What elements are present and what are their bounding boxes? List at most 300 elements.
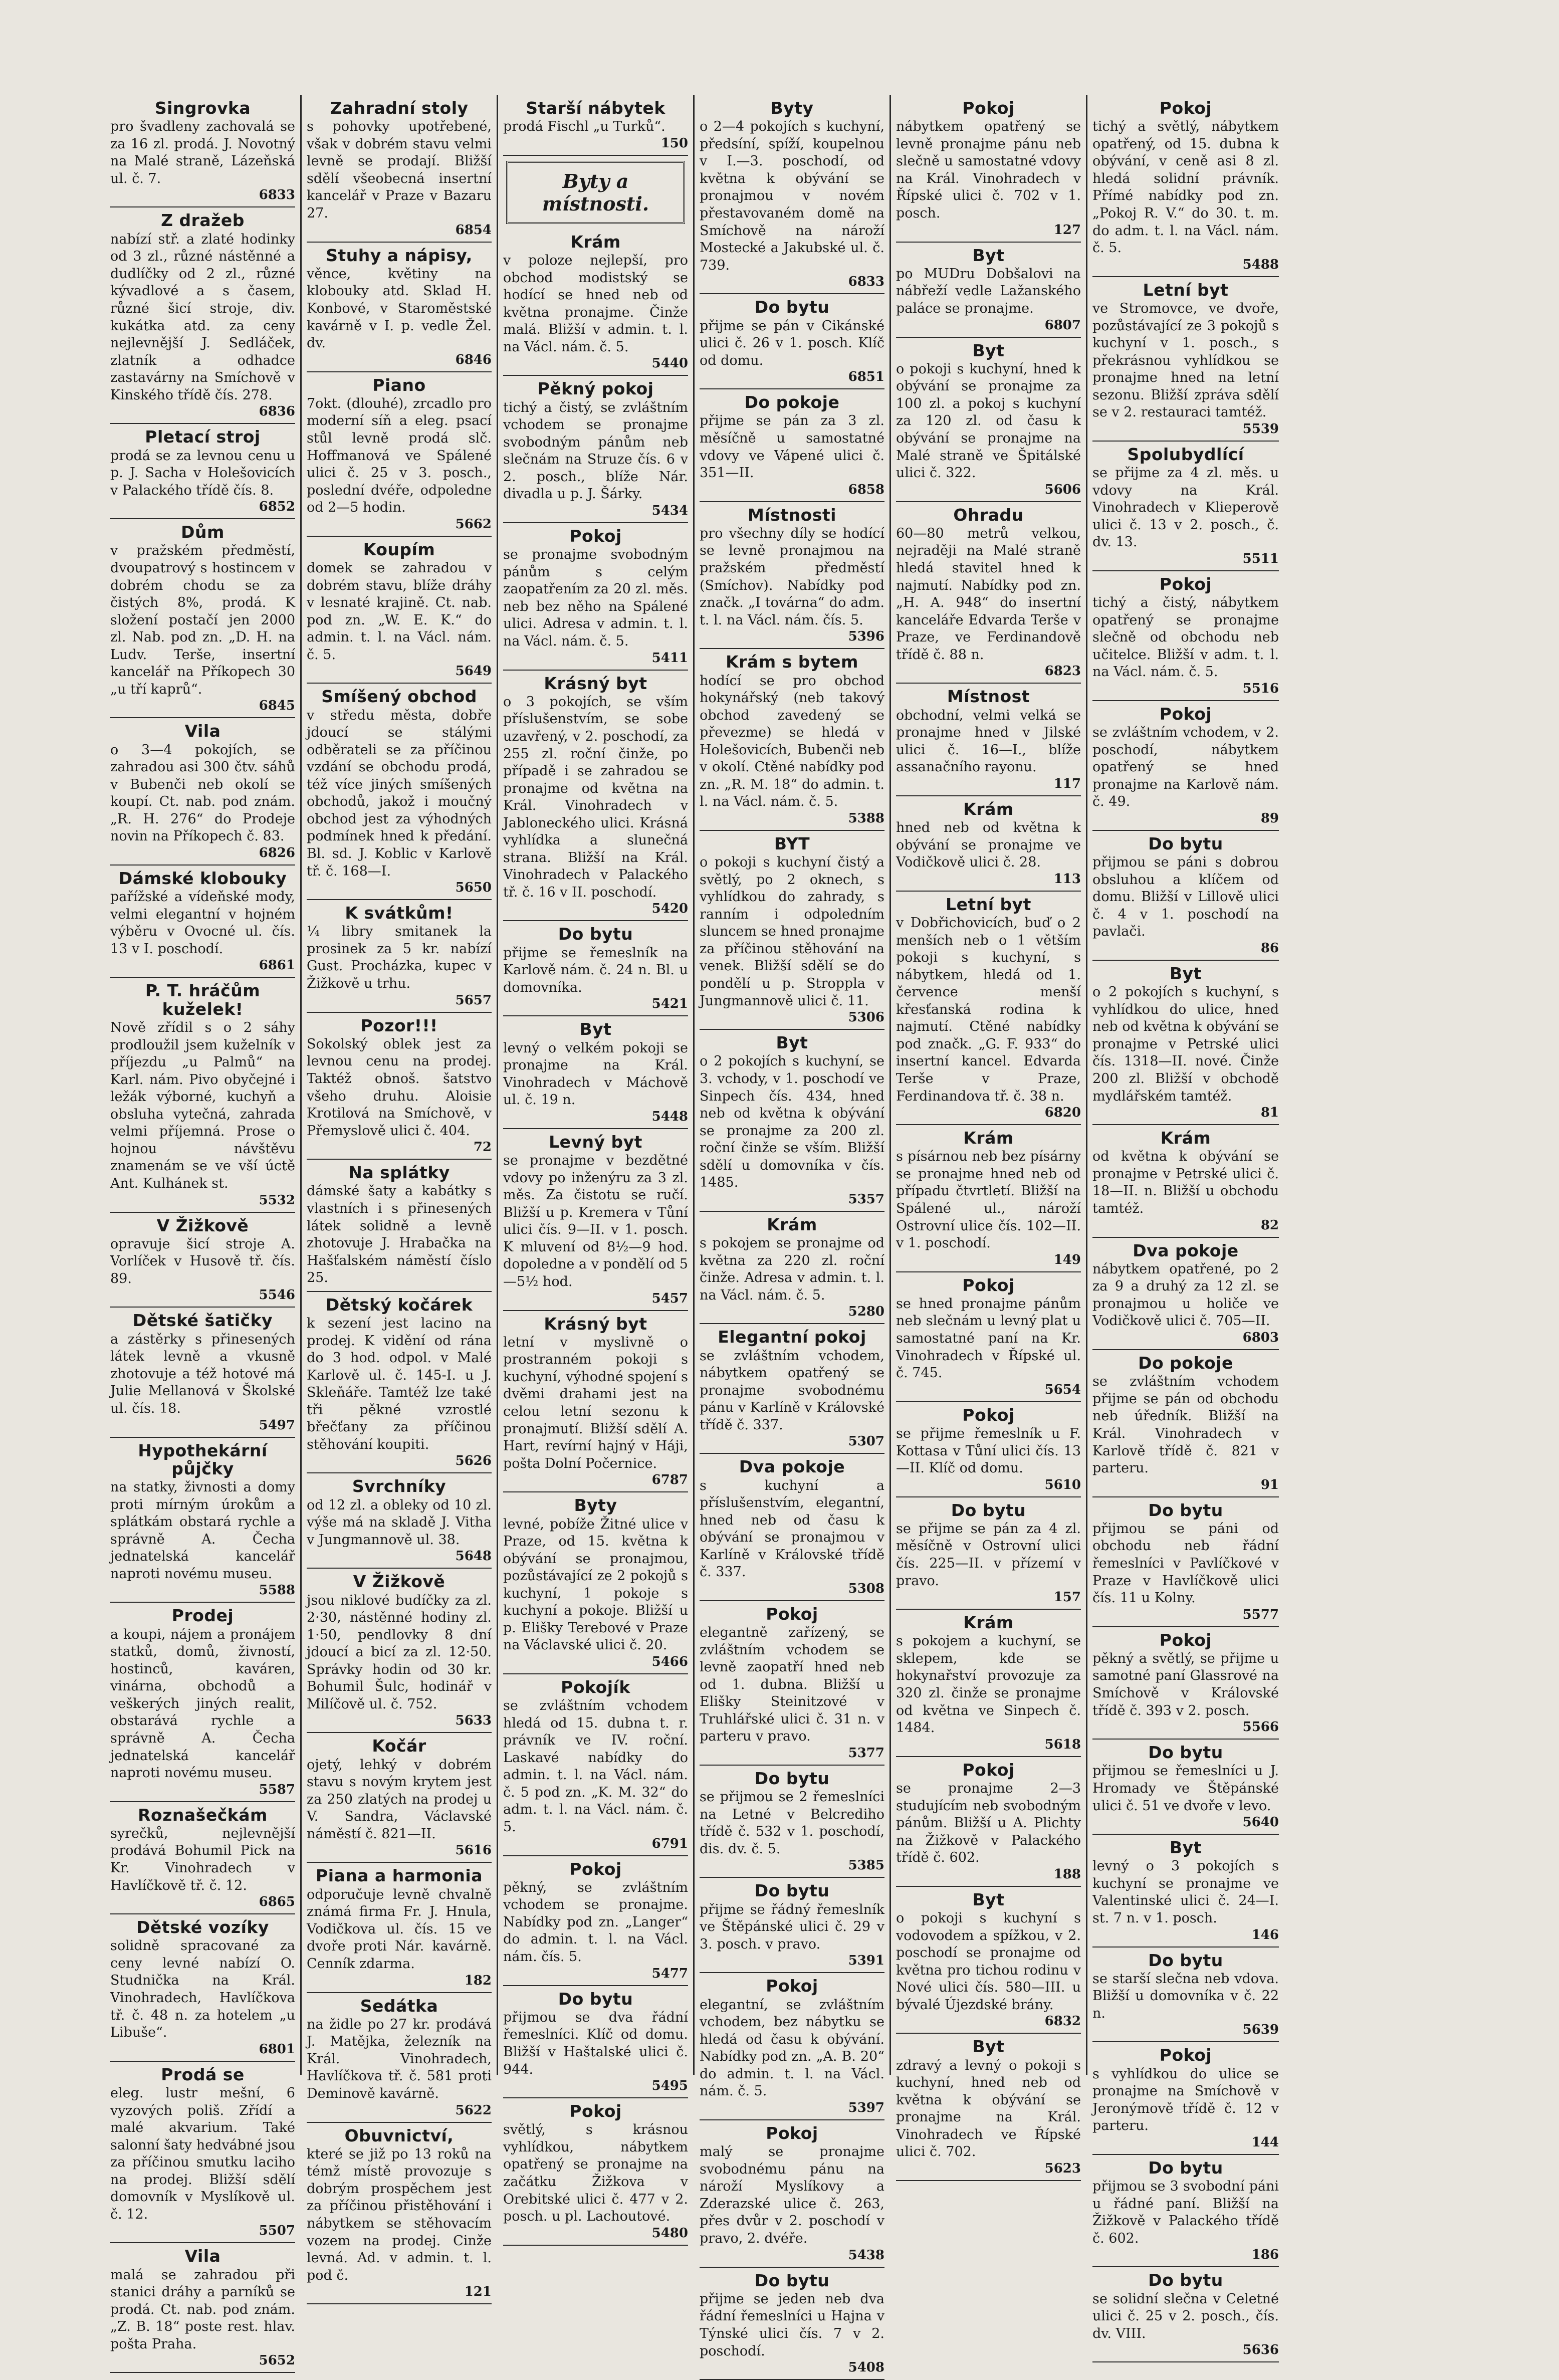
classified-ad [503,1129,688,1311]
classified-ad [307,1292,492,1474]
ad-text: od 12 zl. a obleky od 10 zl. výše má na skladě J. Vitha v Jungmannově ul. 38. [307,1497,492,1548]
classified-ad [896,684,1081,796]
ad-text: přijme se pán za 3 zl. měsíčně u samostatné vdovy ve Vápené ulici č. 351—II. [700,413,884,481]
ad-text: se přijme za 4 zl. měs. u vdovy na Král. Vinohradech v Klieperově ulici č. 13 v 2. posch., č. dv. 13. [1092,465,1279,550]
ad-heading: Prodá se [161,2064,245,2084]
ad-text: o pokoji s kuchyní s vodovodem a spížkou, v 2. poschodí se pronajme od května pro tichou rodinu v Nové ulici čís. 580—III. u bývalé Újezdské brány. [896,1910,1081,2013]
ad-heading: Byty [770,98,814,118]
ad-text: se zvláštním vchodem, v 2. poschodí, nábytkem opatřený se hned pronajme na Karlově nám. č. 49. [1092,725,1279,810]
ad-number: 5306 [848,1010,884,1025]
ad-number: 6820 [1044,1105,1081,1121]
ad-text: eleg. lustr mešní, 6 vyzových poliš. Zřídí a malé akvarium. Také salonní šaty hedvábné jsou za příčinou smutku laciho na prodej. Bližší sdělí domovník v Myslíkově ul. č. 12. [110,2085,295,2222]
classified-ad [700,95,884,294]
classified-ad [700,1030,884,1212]
ad-number: 5539 [1242,421,1279,437]
ad-text: se starší slečna neb vdova. Bližší u domovníka v č. 22 n. [1092,1971,1279,2021]
ad-number: 86 [1260,940,1279,956]
classified-ad [896,1125,1081,1272]
ad-text: tichý a čistý, se zvláštním vchodem se pronajme svobodným pánům neb slečnám na Struze čís. 6 v 2. posch., blíže Nár. divadla u p. J. Šárky. [503,399,688,502]
ad-number: 5308 [848,1581,884,1596]
ad-number: 5420 [651,901,688,917]
ad-heading: Do bytu [1148,1743,1223,1763]
column-1 [105,95,302,2368]
ad-text: o 2 pokojích s kuchyní, se 3. vchody, v 1. poschodí ve Sinpech čís. 434, hned neb od května k obývání se pronajme za 200 zl. roční činže se vším. Bližší sdělí u domovníka v čís. 1485. [700,1053,884,1191]
ad-number: 5587 [259,1782,295,1797]
ad-number: 117 [1053,776,1081,791]
ad-heading: Byt [972,1889,1005,1909]
classified-ad [110,1308,295,1437]
ad-text: se solidní slečna v Celetné ulici č. 25 v 2. posch., čís. dv. VIII. [1092,2291,1279,2341]
ad-heading: Byty [574,1495,617,1516]
ad-number: 182 [464,1973,492,1988]
classified-ad [1092,2042,1279,2154]
ad-text: levné, pobíže Žitné ulice v Praze, od 15. května k obývání se pronajmou, pozůstávající ze 2 pokojů s kuchyní, 1 pokoje s kuchyní a pokoje. Bližší u p. Elišky Terebové v Praze na Václavské ulici č. 20. [503,1516,688,1653]
ad-text: Nově zřídil s o 2 sáhy prodloužil jsem kuželník v příjezdu „u Palmů“ na Karl. nám. Pivo obyčejné i ležák výborné, kuchyň a obsluha vytečná, zahrada velmi příjemná. Prose o hojnou návštěvu znamenám se ve vší úctě Ant. Kulhánek st. [110,1020,295,1191]
ad-number: 144 [1251,2134,1279,2150]
ad-heading: Pokoj [1159,1630,1212,1650]
ad-number: 5495 [651,2078,688,2094]
section-heading: Byty a místnosti. [506,161,685,224]
ad-heading: Do bytu [951,1500,1026,1520]
classified-ad [110,1802,295,1914]
classified-ad [307,1863,492,1993]
ad-number: 6852 [259,499,295,515]
classified-ad [1092,2155,1279,2267]
ad-text: jsou niklové budíčky za zl. 2·30, nástěnné hodiny zl. 1·50, pendlovky 8 dní jdoucí a bicí za zl. 12·50. Správky hodin od 30 kr. Bohumil Šulc, hodinář v Milíčově ul. č. 752. [307,1592,492,1712]
classified-ad [1092,1125,1279,1237]
ad-text: přijmou se páni s dobrou obsluhou a klíčem od domu. Bližší v Lillově ulici č. 4 v 1. poschodí na pavlači. [1092,854,1279,940]
ad-text: přijme se jeden neb dva řádní řemeslníci u Hajna v Týnské ulici čís. 7 v 2. poschodí. [700,2291,884,2359]
ad-heading: Koupím [363,539,435,559]
ad-text: přijmou se dva řádní řemeslníci. Klíč od domu. Bližší v Haštalské ulici č. 944. [503,2009,688,2077]
classified-ad [110,1438,295,1603]
ad-heading: Do pokoje [744,392,840,412]
ad-number: 6833 [848,274,884,290]
ad-number: 5477 [651,1966,688,1981]
ad-number: 127 [1053,222,1081,238]
classified-ad [110,978,295,1212]
classified-ad [110,424,295,519]
ad-number: 6861 [259,958,295,973]
ad-text: se pronajme svobodným pánům s celým zaopatřením za 20 zl. měs. neb bez něho na Spálené ulici. Adresa v admin. t. l. na Václ. nám. č. 5. [503,547,688,650]
classified-ad [307,243,492,372]
newspaper-page [105,95,1483,2375]
ad-heading: Do bytu [558,924,633,944]
ad-text: o pokoji s kuchyní, hned k obývání se pronajme za 100 zl. a pokoj s kuchyní za 120 zl. od času k obývání se pronajme na Malé straně ve Špitálské ulici č. 322. [896,361,1081,481]
ad-number: 5566 [1242,1719,1279,1735]
ad-number: 5391 [848,1953,884,1969]
ad-number: 6846 [455,352,492,367]
classified-ad [896,1402,1081,1497]
ad-number: 5623 [1044,2160,1081,2176]
ad-heading: Levný byt [549,1132,642,1152]
ad-text: a zástěrky s přinesených látek levně a vkusně zhotovuje a též hotové má Julie Mellanová v Školské ul. čís. 18. [110,1331,295,1416]
ad-number: 5618 [1044,1737,1081,1752]
ad-heading: Pokoj [1159,704,1212,724]
ad-text: o 2 pokojích s kuchyní, s vyhlídkou do ulice, hned neb od května k obývání se pronajme v Petrské ulici čís. 1318—II. nové. Činže 200 zl. Bližší v obchodě mydlářském tamtéž. [1092,984,1279,1104]
ad-text: ojetý, lehký v dobrém stavu s novým krytem jest za 250 zlatých na prodej u V. Sandra, Václavské náměstí č. 821—II. [307,1757,492,1842]
ad-heading: Pokoj [962,1405,1015,1425]
ad-heading: Byt [579,1019,612,1039]
ad-text: letní v myslivně o prostranném pokoji s kuchyní, výhodné spojení s dvěmi drahami jest na celou letní sezonu k pronajmutí. Bližší sdělí A. Hart, revírní hajný v Háji, pošta Dolní Počernice. [503,1334,688,1471]
ad-text: ve Stromovce, ve dvoře, pozůstávající ze 3 pokojů s kuchyní v 1. posch., s překrásnou vyhlídkou se pronajme hned na letní sezonu. Bližší zpráva sdělí se v 2. restauraci tamtéž. [1092,300,1279,420]
classified-ad [307,372,492,537]
ad-number: 5357 [848,1191,884,1207]
ad-heading: Byt [1170,1838,1202,1858]
classified-ad [503,1016,688,1129]
classified-ad [1092,2267,1279,2362]
ad-text: s pokojem a kuchyní, se sklepem, kde se hokynařství provozuje za 320 zl. činže se pronajme od května ve Sinpech č. 1484. [896,1633,1081,1736]
ad-text: se přijme řemeslník u F. Kottasa v Tůní ulici čís. 13—II. Klíč od domu. [896,1425,1081,1476]
classified-ad [896,95,1081,243]
ad-heading: Byt [1170,963,1202,983]
ad-heading: Do bytu [1148,2157,1223,2178]
classified-ad [110,519,295,718]
column-5 [891,95,1087,2176]
column-2 [302,95,498,2300]
classified-ad [110,207,295,424]
ad-heading: Byt [972,2037,1005,2057]
classified-ad [1092,277,1279,442]
ad-number: 5448 [651,1109,688,1124]
ad-number: 6823 [1044,664,1081,679]
ad-number: 6833 [259,187,295,203]
ad-heading: Byt [972,340,1005,360]
ad-heading: Krám [963,1613,1014,1633]
ad-heading: P. T. hráčům kuželek! [145,981,261,1019]
classified-ad [896,2034,1081,2181]
ad-text: přijme se pán v Cikánské ulici č. 26 v 1. posch. Klíč od domu. [700,318,884,368]
ad-text: od května k obývání se pronajme v Petrské ulici č. 18—II. n. Bližší u obchodu tamtéž. [1092,1149,1279,1216]
classified-ad [700,502,884,650]
ad-text: přijmou se řemeslníci u J. Hromady ve Štěpánské ulici č. 51 ve dvoře v levo. [1092,1763,1279,1814]
ad-text: Sokolský oblek jest za levnou cenu na prodej. Taktéž obnoš. šatstvo všeho druhu. Aloisie Krotilová na Smíchově, v Přemyslově ulici č. 404. [307,1036,492,1139]
classified-ad [503,921,688,1016]
column-6 [1087,95,1284,2358]
ad-number: 5457 [651,1290,688,1306]
ad-number: 91 [1260,1477,1279,1492]
ad-heading: Sedátka [360,1996,438,2016]
classified-ad [503,1986,688,2098]
ad-text: pěkný, se zvláštním vchodem se pronajme. Nabídky pod zn. „Langer“ do admin. t. l. na Václ. nám. čís. 5. [503,1879,688,1965]
classified-ad [110,2243,295,2373]
classified-ad [1092,571,1279,701]
classified-ad [307,1569,492,1733]
ad-heading: K svátkům! [345,903,454,923]
classified-ad [503,1492,688,1674]
ad-text: elegantně zařízený, se zvláštním vchodem se levně zaopatří hned neb od 1. dubna. Bližší u Elišky Steinitzové v Truhlářské ulici č. 31 n. v parteru v pravo. [700,1625,884,1745]
classified-ad [503,1311,688,1493]
classified-ad [1092,701,1279,831]
classified-ad [307,900,492,1012]
classified-ad [110,866,295,978]
ad-number: 5640 [1242,1815,1279,1830]
ad-number: 82 [1260,1217,1279,1233]
ad-heading: Pozor!!! [360,1015,438,1035]
ad-heading: Do bytu [754,297,830,317]
classified-ad [700,389,884,502]
ad-text: a koupi, nájem a pronájem statků, domů, živností, hostinců, kaváren, vinárna, obchodů a veškerých jiných realit, obstarává rychle a správně A. Čecha jednatelská kancelář naproti novému museu. [110,1626,295,1781]
classified-ad [896,502,1081,684]
ad-number: 5652 [259,2353,295,2368]
ad-number: 5466 [651,1654,688,1669]
ad-heading: Krám s bytem [726,652,858,672]
ad-text: obchodní, velmi velká se pronajme hned v Jilské ulici č. 16—I., blíže assanačního rayonu. [896,707,1081,775]
ad-number: 5488 [1242,257,1279,272]
ad-text: se přijme se pán za 4 zl. měsíčně v Ostrovní ulici čís. 225—II. v přízemí v pravo. [896,1521,1081,1589]
ad-heading: Krásný byt [544,1314,647,1334]
ad-text: solidně spracované za ceny levné nabízí O. Studnička na Král. Vinohradech, Havlíčkova tř. č. 48 n. za hotelem „u Libuše“. [110,1938,295,2041]
ad-text: v středu města, dobře jdoucí se stálými odběrateli se za příčinou vzdání se obchodu prodá, též více jiných smíšených obchodů, jakož i moučný obchod jest za výhodných podmínek hned k předání. Bl. sd. J. Koblic v Karlově tř. č. 168—I. [307,707,492,879]
classified-ad [1092,1350,1279,1497]
ad-text: na statky, živnosti a domy proti mírným úrokům a splátkám obstará rychle a správně A. Čecha jednatelská kancelář naproti novému museu. [110,1479,295,1582]
ad-heading: Do bytu [754,2270,830,2290]
classified-ad [110,1914,295,2062]
ad-heading: Pokoj [569,1859,622,1879]
ad-heading: BYT [774,833,810,853]
ad-number: 5385 [848,1858,884,1873]
classified-ad [503,229,688,376]
ad-number: 5377 [848,1746,884,1761]
classified-ad [896,1610,1081,1757]
ad-number: 5408 [848,2360,884,2375]
ad-number: 121 [464,2284,492,2300]
ad-number: 5434 [651,503,688,518]
ad-heading: Hypothekární půjčky [138,1440,268,1478]
classified-ad [503,523,688,671]
ad-text: se zvláštním vchodem, nábytkem opatřený se pronajme svobodnému pánu v Karlíně v Královské třídě č. 337. [700,1348,884,1433]
ad-heading: Pokoj [766,2123,818,2143]
ad-number: 5507 [259,2223,295,2239]
classified-ad [110,2062,295,2244]
ad-heading: Do bytu [1148,2270,1223,2290]
ad-heading: Elegantní pokoj [718,1327,866,1347]
ad-number: 5616 [455,1843,492,1858]
ad-number: 5654 [1044,1382,1081,1397]
ad-text: pro všechny díly se hodící se levně pronajmou na pražském předměstí (Smíchov). Nabídky pod značk. „I továrna“ do adm. t. l. na Václ. nám. čís. 5. [700,525,884,628]
ad-heading: Do bytu [558,1989,633,2009]
ad-number: 5397 [848,2100,884,2115]
ad-text: nabízí stř. a zlaté hodinky od 3 zl., různé nástěnné a dudlíčky od 2 zl., různé kývadlové a s časem, různé šicí stroje, div. kukátka atd. za ceny nejlevnější J. Sedláček, zlatník a odhadce zastavárny na Smíchově v Kinského třídě čís. 278. [110,231,295,403]
ad-number: 5546 [259,1287,295,1303]
ad-text: přijme se řádný řemeslník ve Štěpánské ulici č. 29 v 3. posch. v pravo. [700,1901,884,1952]
classified-ad [700,1973,884,2120]
classified-ad [1092,95,1279,277]
ad-number: 5636 [1242,2342,1279,2358]
ad-heading: Pokojík [561,1677,630,1697]
ad-text: dámské šaty a kabátky s vlastních i s přinesených látek solidně a levně zhotovuje J. Hrabačka na Hašťalském náměstí číslo 25. [307,1183,492,1286]
ad-number: 5657 [455,992,492,1008]
ad-heading: Krám [1160,1128,1211,1148]
ad-number: 5497 [259,1417,295,1433]
ad-text: pěkný a světlý, se přijme u samotné paní Glassrové na Smíchově v Královské třídě č. 393 v 2. posch. [1092,1650,1279,1718]
ad-number: 6807 [1044,317,1081,333]
ad-number: 5307 [848,1434,884,1449]
classified-ad [307,684,492,900]
ad-text: které se již po 13 roků na témž místě provozuje s dobrým prospěchem jest za příčinou přistěhování i nábytkem se stěhovacím vozem na prodej. Cinže levná. Ad. v admin. t. l. pod č. [307,2146,492,2283]
ad-number: 6854 [455,222,492,238]
ad-text: na židle po 27 kr. prodává J. Matějka, železník na Král. Vinohradech, Havlíčkova tř. č. 581 proti Deminově kavárně. [307,2016,492,2101]
classified-ad [307,2123,492,2305]
ad-heading: Dámské klobouky [118,868,287,888]
ad-number: 6851 [848,369,884,385]
ad-number: 5438 [848,2247,884,2263]
ad-text: o 2—4 pokojích s kuchyní, předsíní, spíží, koupelnou v I.—3. poschodí, od května k obývání se pronajmou v novém přestavovaném domě na Smíchově na nároží Mostecké a Jakubské ul. č. 739. [700,119,884,273]
classified-ad [700,2268,884,2380]
ad-number: 5480 [651,2225,688,2241]
ad-heading: Piano [372,375,426,395]
ad-heading: Pokoj [962,1760,1015,1780]
classified-ad [307,1993,492,2123]
ad-text: světlý, s krásnou vyhlídkou, nábytkem opatřený se pronajme na začátku Žižkova v Orebitské ulici č. 477 v 2. posch. u pl. Lachoutové. [503,2122,688,2225]
ad-number: 6865 [259,1894,295,1910]
ad-number: 5649 [455,664,492,679]
ad-heading: Pokoj [1159,98,1212,118]
ad-heading: Byt [972,245,1005,265]
ad-text: tichý a čistý, nábytkem opatřený se pronajme slečně od obchodu neb učitelce. Bližší v adm. t. l. na Václ. nám. č. 5. [1092,595,1279,680]
classified-ad [1092,442,1279,571]
ad-text: přijmou se páni od obchodu neb řádní řemeslníci v Pavlíčkové v Praze v Havlíčkově ulici čís. 11 u Kolny. [1092,1521,1279,1606]
ad-heading: Pokoj [1159,574,1212,594]
ad-number: 5633 [455,1713,492,1728]
ad-text: levný o 3 pokojích s kuchyní se pronajme ve Valentinské ulici č. 24—I. st. 7 n. v 1. posch. [1092,1858,1279,1926]
column-3 [498,95,695,2241]
classified-ad [110,1213,295,1308]
ad-text: v poloze nejlepší, pro obchod modistský se hodící se hned neb od května pronajme. Činže malá. Bližší v admin. t. l. na Václ. nám. č. 5. [503,253,688,355]
ad-text: prodá Fischl „u Turků“. [503,119,665,135]
ad-heading: Dva pokoje [739,1457,845,1477]
classified-ad [110,718,295,866]
classified-ad [700,649,884,831]
classified-ad [700,1324,884,1454]
classified-ad [110,95,295,207]
ad-number: 6826 [259,845,295,860]
ad-text: se pronajme v bezdětné vdovy po inženýru za 3 zl. měs. Za čistotu se ručí. Bližší u p. Kremera v Tůní ulici čís. 9—II. v 1. posch. K mluvení od 8½—9 hod. dopoledne a v pondělí od 5—5½ hod. [503,1153,688,1289]
ad-number: 5388 [848,810,884,826]
ad-text: věnce, květiny na klobouky atd. Sklad H. Konbové, v Staroměstské kavárně v I. p. vedle Žel. dv. [307,266,492,351]
classified-ad [307,537,492,684]
ad-heading: Pokoj [766,1604,818,1624]
ad-number: 146 [1251,1927,1279,1942]
ad-heading: Místnost [947,687,1030,707]
classified-ad [700,1454,884,1601]
classified-ad [700,1212,884,1324]
ad-text: se přijmou se 2 řemeslníci na Letné v Belcrediho třídě č. 532 v 1. poschodí, dis. dv. č. 5. [700,1789,884,1857]
ad-heading: V Žižkově [156,1215,249,1235]
ad-number: 113 [1053,871,1081,887]
ad-number: 5396 [848,629,884,644]
classified-ad [896,796,1081,892]
classified-ad [700,2120,884,2268]
ad-number: 5511 [1242,551,1279,566]
ad-heading: Pokoj [962,1275,1015,1295]
ad-heading: Vila [184,721,221,741]
ad-text: s kuchyní a příslušenstvím, elegantní, hned neb od času k obývání se pronajmou v Karlíně v Královské třídě č. 337. [700,1477,884,1580]
ad-heading: Krám [570,232,621,252]
ad-number: 5626 [455,1453,492,1469]
ad-heading: Letní byt [946,894,1031,914]
ad-number: 150 [660,135,688,151]
ad-heading: Pletací stroj [145,427,261,447]
ad-number: 6858 [848,482,884,497]
ad-text: k sezení jest lacino na prodej. K vidění od rána do 3 hod. odpol. v Malé Karlově ul. č. 145-I. u J. Skleňáře. Tamtéž lze také tři pěkné vzrostlé břečťany za příčinou stěhování koupiti. [307,1316,492,1452]
classified-ad [896,1272,1081,1402]
ad-number: 6791 [651,1836,688,1851]
ad-text: se pronajme 2—3 studujícím neb svobodným pánům. Bližší u A. Plichty na Žižkově v Palackého třídě č. 602. [896,1780,1081,1866]
ad-number: 149 [1053,1252,1081,1267]
ad-heading: Pokoj [569,526,622,546]
ad-number: 5532 [259,1192,295,1208]
ad-number: 5639 [1242,2022,1279,2038]
classified-ad [700,831,884,1030]
ad-heading: Vila [184,2246,221,2266]
ad-text: v pražském předměstí, dvoupatrový s hostincem v dobrém chodu se za čistých 8%, prodá. K složení postačí jen 2000 zl. Nab. pod zn. „D. H. na Ludv. Terše, insertní kancelář na Příkopech 30 „u tří kaprů“. [110,543,295,697]
ad-number: 5662 [455,516,492,532]
ad-heading: Piana a harmonia [316,1866,483,1886]
ad-text: 7okt. (dlouhé), zrcadlo pro moderní síň a eleg. psací stůl levně prodá slč. Hoffmanová ve Spálené ulici č. 25 v 3. posch., poslední dvéře, odpoledne od 2—5 hodin. [307,395,492,516]
ad-text: přijme se řemeslník na Karlově nám. č. 24 n. Bl. u domovníka. [503,945,688,995]
ad-heading: Do bytu [754,1881,830,1901]
ad-number: 81 [1260,1105,1279,1121]
ad-text: v Dobřichovicích, buď o 2 menších neb o 1 větším pokoji s kuchyní, s nábytkem, hledá od 1. července menší křesťanská rodina k najmutí. Ctěné nabídky pod značk. „G. F. 933“ do insertní kancel. Edvarda Terše v Praze, Ferdinandova tř. č. 38 n. [896,915,1081,1104]
ad-heading: Roznašečkám [138,1805,268,1825]
ad-text: elegantní, se zvláštním vchodem, bez nábytku se hledá od času k obývání. Nabídky pod zn. „A. B. 20“ do admin. t. l. na Václ. nám. č. 5. [700,1997,884,2099]
classified-ad [307,95,492,243]
ad-number: 5588 [259,1583,295,1598]
classified-ad [700,1878,884,1973]
classified-ad [896,1497,1081,1610]
ad-number: 89 [1260,810,1279,826]
ad-heading: Pokoj [766,1976,818,1996]
ad-text: se zvláštním vchodem hledá od 15. dubna t. r. právník ve IV. roční. Laskavé nabídky do admin. t. l. na Václ. nám. č. 5 pod zn. „K. M. 32“ do adm. t. l. na Václ. nám. č. 5. [503,1698,688,1835]
ad-heading: Dětské šatičky [132,1311,273,1331]
classified-ad [896,1887,1081,2034]
classified-ad [700,1766,884,1878]
classified-ad [503,376,688,523]
ad-text: prodá se za levnou cenu u p. J. Sacha v Holešovicích v Palackého třídě čís. 8. [110,448,295,498]
classified-ad [1092,961,1279,1125]
ad-text: malý se pronajme svobodnému pánu na nároží Myslíkovy a Zderazské ulice č. 263, přes dvůr v 2. poschodí v pravo, 2. dvéře. [700,2144,884,2247]
ad-number: 5577 [1242,1607,1279,1622]
ad-heading: Do bytu [754,1769,830,1788]
ad-heading: Do bytu [1148,1500,1223,1520]
ad-heading: V Žižkově [353,1572,446,1592]
classified-ad [503,2098,688,2246]
ad-text: o 3 pokojích, se vším příslušenstvím, se sobe uzavřený, v 2. poschodí, za 255 zl. roční činže, po případě i se zahradou se pronajme od května na Král. Vinohradech v Jabloneckého ulici. Krásná vyhlídka a slunečná strana. Bližší na Král. Vinohradech v Palackého tř. č. 16 v II. poschodí. [503,694,688,900]
ad-number: 157 [1053,1590,1081,1605]
ad-heading: Dva pokoje [1133,1240,1239,1260]
ad-heading: Svrchníky [352,1476,447,1496]
ad-number: 5610 [1044,1477,1081,1492]
ad-heading: Krám [767,1214,817,1234]
classified-ad [896,1757,1081,1887]
classified-ad [896,243,1081,338]
ad-heading: Smíšený obchod [321,687,477,707]
ad-text: malá se zahradou při stanici dráhy a parníků se prodá. Ct. nab. pod znám. „Z. B. 18“ poste rest. hlav. pošta Praha. [110,2267,295,2352]
ad-text: pařížské a vídeňské mody, velmi elegantní v hojném výběru v Ovocné ul. čís. 13 v I. poschodí. [110,889,295,957]
classified-ad [307,1733,492,1863]
ad-number: 6845 [259,698,295,714]
classified-ad [307,1473,492,1569]
ad-text: zdravý a levný o pokoji s kuchyní, hned neb od května k obývání se pronajme na Král. Vinohradech ve Řípské ulici č. 702. [896,2057,1081,2160]
ad-heading: Dětský kočárek [325,1294,473,1315]
ad-text: 60—80 metrů velkou, nejraději na Malé straně hledá stavitel hned k najmutí. Nabídky pod zn. „H. A. 948“ do insertní kanceláře Edvarda Terše v Praze, ve Ferdinandově třídě č. 88 n. [896,525,1081,663]
ad-text: hodící se pro obchod hokynářský (neb takový obchod zavedený se převezme) se hledá v Holešovicích, Bubenči neb v okolí. Ctěné nabídky pod zn. „R. M. 18“ do admin. t. l. na Václ. nám. č. 5. [700,673,884,810]
ad-heading: Singrovka [154,98,251,118]
ad-heading: Z dražeb [161,210,245,231]
ad-text: domek se zahradou v dobrém stavu, blíže dráhy v lesnaté krajině. Ct. nab. pod zn. „W. E. K.“ do admin. t. l. na Václ. nám. č. 5. [307,560,492,663]
ad-number: 5650 [455,880,492,896]
